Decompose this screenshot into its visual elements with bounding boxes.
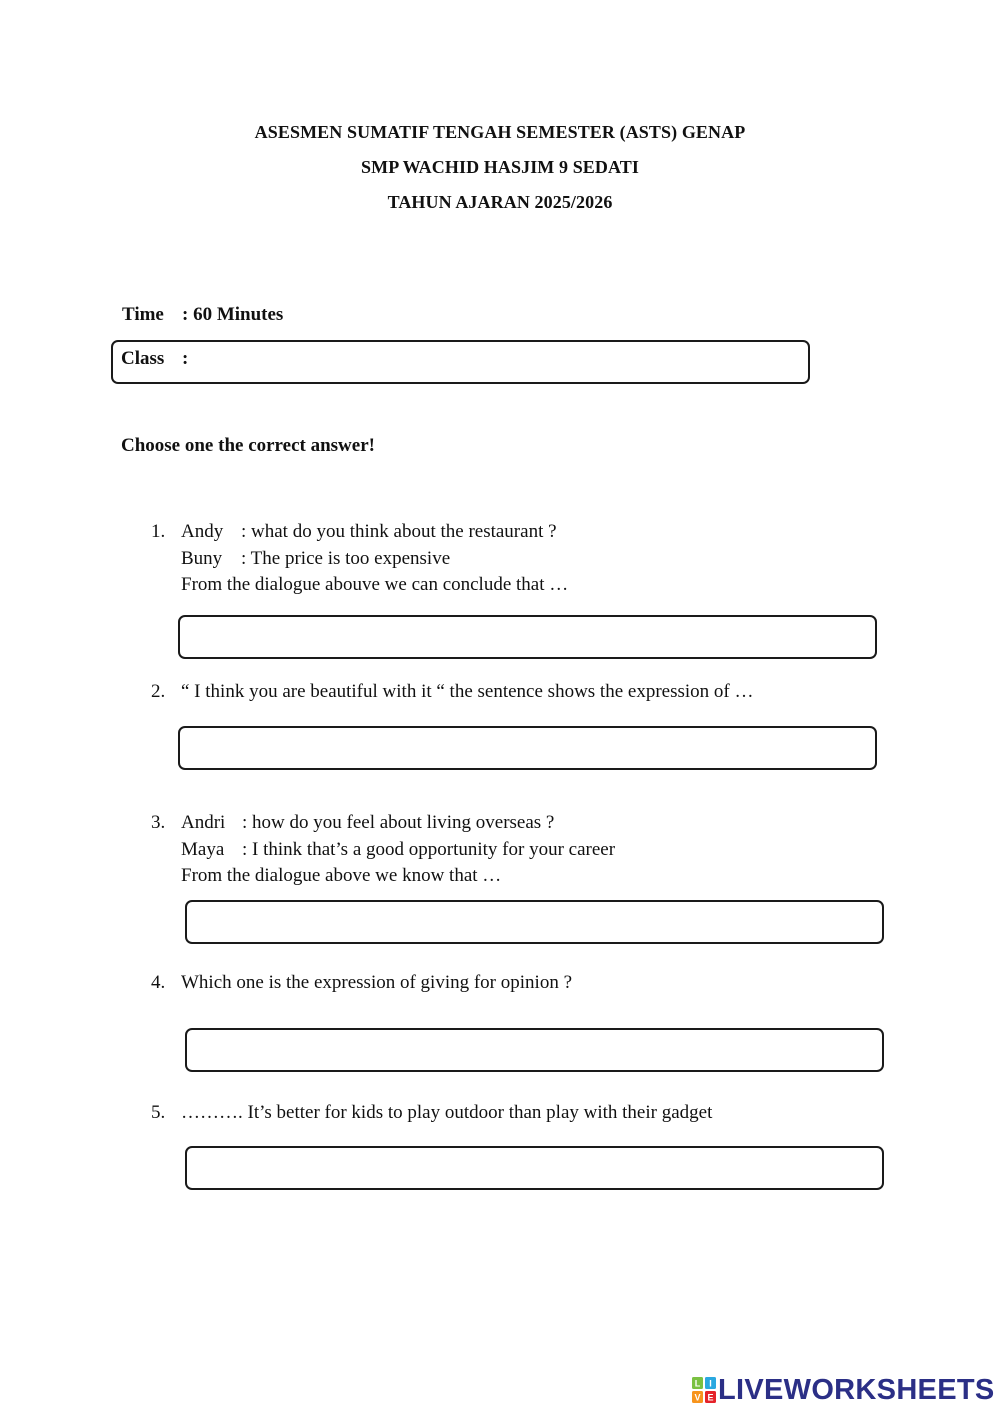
liveworksheets-logo-icon [692, 1377, 716, 1403]
question-line [181, 839, 615, 861]
question-number: 3. [151, 812, 166, 833]
question-number: 4. [151, 972, 166, 993]
question-prompt: From the dialogue above we know that … [181, 865, 502, 886]
speaker: Andy [181, 521, 224, 542]
question-prompt: From the dialogue abouve we can conclude that … [181, 574, 569, 595]
time-label: Time [122, 304, 164, 325]
brand-name: LIVEWORKSHEETS [718, 1374, 995, 1406]
dialogue-text: : how do you feel about living overseas ? [242, 812, 555, 833]
answer-input-5[interactable] [185, 1146, 884, 1190]
question-line [181, 812, 554, 834]
dialogue-text: : I think that’s a good opportunity for your career [242, 839, 616, 860]
answer-input-4[interactable] [185, 1028, 884, 1072]
speaker: Maya [181, 839, 225, 860]
speaker: Andri [181, 812, 226, 833]
dialogue-text: : The price is too expensive [241, 548, 451, 569]
question-prompt: ………. It’s better for kids to play outdoor than play with their gadget [181, 1102, 713, 1123]
dialogue-text: : what do you think about the restaurant ? [241, 521, 557, 542]
logo-letter: E [707, 1392, 714, 1403]
logo-letter: V [694, 1392, 701, 1403]
class-label: Class [121, 348, 165, 369]
answer-input-3[interactable] [185, 900, 884, 944]
question-number: 2. [151, 681, 166, 702]
class-colon: : [182, 348, 189, 369]
question-line [181, 521, 557, 543]
question-prompt: Which one is the expression of giving for opinion ? [181, 972, 573, 993]
school-name: SMP WACHID HASJIM 9 SEDATI [361, 157, 639, 177]
question-number: 1. [151, 521, 166, 542]
liveworksheets-brand [692, 1374, 995, 1406]
speaker: Buny [181, 548, 223, 569]
question-number: 5. [151, 1102, 166, 1123]
answer-input-2[interactable] [178, 726, 877, 770]
exam-title: ASESMEN SUMATIF TENGAH SEMESTER (ASTS) GENAP [254, 122, 746, 142]
academic-year: TAHUN AJARAN 2025/2026 [387, 192, 613, 212]
time-value: : 60 Minutes [182, 304, 284, 325]
logo-letter: L [694, 1378, 701, 1389]
instruction: Choose one the correct answer! [121, 435, 375, 456]
question-line [181, 548, 450, 570]
question-prompt: “ I think you are beautiful with it “ the sentence shows the expression of … [181, 681, 754, 702]
logo-letter: I [709, 1378, 712, 1389]
answer-input-1[interactable] [178, 615, 877, 659]
class-input[interactable] [200, 345, 804, 381]
